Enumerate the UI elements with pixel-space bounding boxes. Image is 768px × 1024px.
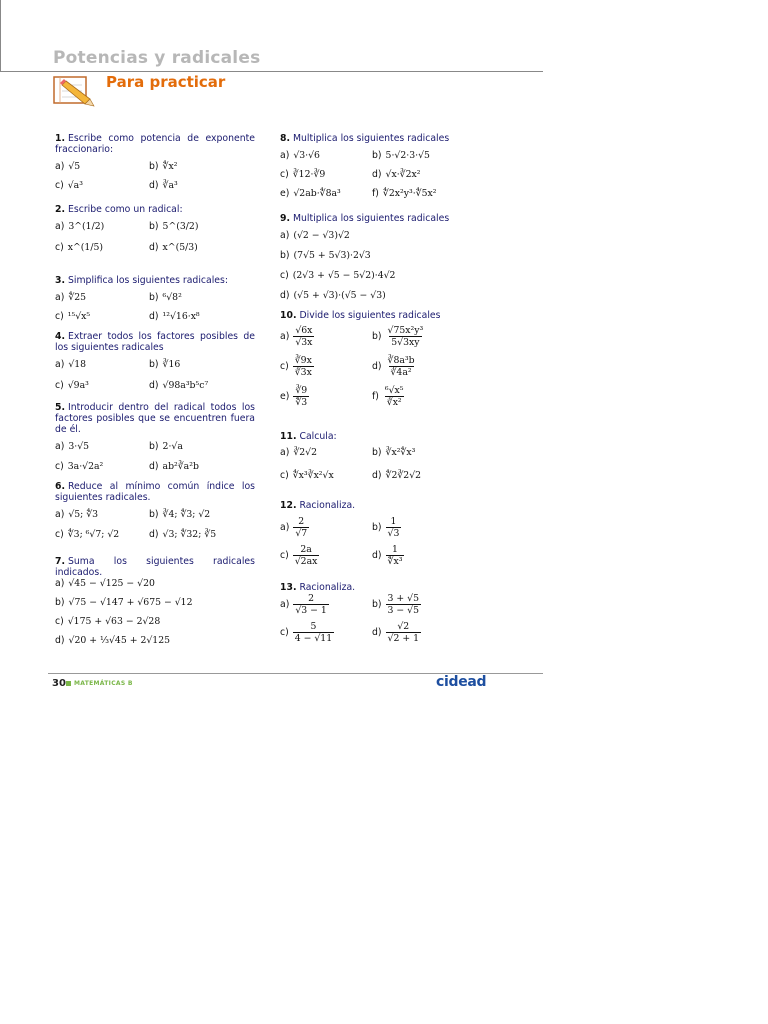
math-expression: ∜2x²y³·∜5x²: [382, 188, 437, 199]
math-expression: ∛x²∜x³: [385, 447, 416, 458]
exercise-item: [149, 242, 198, 253]
exercise-heading: [55, 556, 255, 578]
item-label: c): [55, 529, 64, 540]
exercise-instruction: Calcula:: [299, 431, 337, 442]
item-label: c): [55, 311, 64, 322]
exercise-item: [372, 169, 420, 180]
exercise-items: [55, 161, 255, 199]
item-label: a): [280, 150, 290, 161]
exercise-heading: [55, 275, 255, 286]
fraction-denominator: ∛3x: [294, 367, 312, 378]
exercise-item: [280, 470, 334, 481]
exercise-heading: [55, 402, 255, 435]
exercise: [55, 331, 255, 401]
exercise-instruction: Racionaliza.: [299, 582, 356, 593]
math-expression: ∜3; ⁶√7; √2: [67, 529, 120, 540]
math-expression: √45 − √125 − √20: [68, 578, 155, 589]
exercise-instruction: Reduce al mínimo común índice los siguientes radicales.: [55, 481, 255, 503]
exercise-heading: [55, 331, 255, 353]
exercise-instruction: Divide los siguientes radicales: [299, 310, 441, 321]
exercise-item: [55, 242, 103, 253]
exercise-instruction: Extraer todos los factores posibles de los siguientes radicales: [55, 331, 255, 353]
math-expression: [386, 355, 417, 378]
math-expression: 3^(1/2): [68, 221, 105, 232]
fraction-denominator: ∜3: [295, 397, 308, 408]
math-expression: (7√5 + 5√3)·2√3: [293, 250, 371, 261]
exercise-item: [149, 292, 182, 303]
math-expression: ab²∛a²b: [162, 461, 199, 472]
exercise-instruction: Suma los siguientes radicales indicados.: [55, 556, 255, 578]
exercise-item: [55, 441, 89, 452]
item-label: e): [280, 391, 290, 402]
exercise-heading: [280, 431, 475, 442]
exercise-item: [280, 544, 319, 567]
item-label: e): [280, 188, 290, 199]
exercise-number: 12.: [280, 500, 297, 511]
item-label: a): [55, 509, 65, 520]
exercise-items: [280, 516, 475, 572]
footer-brand: MATEMÁTICAS B: [74, 680, 133, 687]
exercise-instruction: Racionaliza.: [299, 500, 356, 511]
exercise-item: [149, 529, 216, 540]
exercise-heading: [55, 204, 255, 215]
math-expression: ∛2√2: [293, 447, 318, 458]
math-expression: [293, 385, 309, 408]
fraction-denominator: √3 − 1: [295, 605, 327, 616]
exercise-item: [149, 221, 198, 232]
exercise-number: 10.: [280, 310, 297, 321]
exercise-number: 4.: [55, 331, 66, 342]
math-expression: √18: [68, 359, 87, 370]
fraction-numerator: √2: [397, 621, 410, 632]
exercise: [280, 582, 475, 649]
math-expression: (2√3 + √5 − 5√2)·4√2: [292, 270, 396, 281]
exercise-items: [55, 578, 255, 654]
exercise-item: [280, 593, 329, 616]
exercise-number: 13.: [280, 582, 297, 593]
exercise: [55, 402, 255, 481]
math-expression: ∛4; ∜3; √2: [162, 509, 211, 520]
fraction-numerator: 2: [308, 593, 315, 604]
exercise: [280, 431, 475, 493]
exercise-items: [55, 221, 255, 263]
fraction-numerator: √6x: [295, 325, 313, 336]
fraction-denominator: ∛x²: [386, 397, 402, 408]
item-label: c): [55, 461, 64, 472]
exercise-heading: [55, 133, 255, 155]
exercise-item: [280, 447, 317, 458]
exercise-item: [280, 325, 314, 348]
exercise-item: [280, 150, 320, 161]
exercise-item: [149, 359, 180, 370]
math-expression: √75 − √147 + √675 − √12: [68, 597, 193, 608]
exercise-item: [280, 250, 371, 261]
exercise-item: [149, 311, 200, 322]
exercise-items: [55, 441, 255, 481]
exercise-item: [149, 180, 178, 191]
fraction-numerator: √75x²y³: [387, 325, 424, 336]
item-label: d): [149, 311, 159, 322]
exercise-item: [55, 292, 86, 303]
math-expression: ¹⁵√x⁵: [67, 311, 91, 322]
exercise-item: [55, 597, 192, 608]
item-label: a): [55, 292, 65, 303]
math-expression: 3·√5: [68, 441, 90, 452]
math-expression: [386, 325, 426, 348]
exercise-item: [372, 385, 406, 408]
exercise-instruction: Multiplica los siguientes radicales: [293, 213, 450, 224]
exercise-item: [149, 509, 210, 520]
exercise-heading: [55, 481, 255, 503]
exercise-item: [372, 355, 417, 378]
page-number: 30: [52, 678, 66, 689]
item-label: d): [55, 635, 65, 646]
exercise-item: [372, 188, 436, 199]
math-expression: x^(5/3): [162, 242, 198, 253]
fraction-numerator: ∛9: [295, 385, 308, 396]
exercise-item: [372, 516, 401, 539]
item-label: b): [372, 522, 382, 533]
item-label: d): [372, 361, 382, 372]
exercise-instruction: Introducir dentro del radical todos los factores posibles que se encuentren fuera de él.: [55, 402, 255, 435]
math-expression: √175 + √63 − 2√28: [67, 616, 161, 627]
math-expression: x^(1/5): [67, 242, 103, 253]
fraction-denominator: ∛4a²: [390, 367, 412, 378]
item-label: d): [372, 627, 382, 638]
item-label: b): [55, 597, 65, 608]
item-label: b): [149, 161, 159, 172]
exercise-item: [372, 150, 430, 161]
exercise-item: [280, 169, 325, 180]
item-label: c): [280, 627, 289, 638]
item-label: c): [55, 616, 64, 627]
math-expression: ∛12·∛9: [292, 169, 326, 180]
exercise-item: [55, 578, 155, 589]
fraction-denominator: √7: [295, 528, 308, 539]
math-expression: [383, 385, 406, 408]
exercise-item: [372, 621, 421, 644]
exercise-item: [372, 544, 404, 567]
math-expression: [386, 621, 421, 644]
item-label: c): [55, 242, 64, 253]
exercise-item: [149, 161, 177, 172]
exercise: [280, 133, 475, 207]
item-label: c): [280, 169, 289, 180]
fraction-numerator: ⁶√x⁵: [384, 385, 404, 396]
exercise-item: [280, 188, 341, 199]
item-label: d): [149, 380, 159, 391]
math-expression: ∜x²: [162, 161, 178, 172]
math-expression: ∜x³∛x²√x: [292, 470, 334, 481]
item-label: a): [280, 230, 290, 241]
fraction-numerator: ∛8a³b: [387, 355, 415, 366]
math-expression: √5: [68, 161, 81, 172]
fraction-denominator: √3: [387, 528, 400, 539]
math-expression: ∛a³: [162, 180, 178, 191]
exercise-item: [372, 447, 415, 458]
exercise-number: 1.: [55, 133, 66, 144]
math-expression: 3a·√2a²: [67, 461, 104, 472]
exercise-item: [55, 635, 170, 646]
footer-bullet: [66, 681, 71, 686]
exercise: [55, 556, 255, 654]
exercise-item: [55, 311, 90, 322]
exercise-items: [280, 447, 475, 493]
exercise-number: 2.: [55, 204, 66, 215]
exercise-number: 6.: [55, 481, 66, 492]
math-expression: ⁶√8²: [162, 292, 182, 303]
exercise-heading: [280, 500, 475, 511]
exercise-instruction: Simplifica los siguientes radicales:: [68, 275, 228, 286]
item-label: c): [55, 180, 64, 191]
exercise-instruction: Escribe como un radical:: [68, 204, 183, 215]
exercise-item: [55, 529, 119, 540]
fraction-denominator: √2ax: [294, 556, 318, 567]
exercise-item: [149, 441, 183, 452]
math-expression: √2ab·∜8a³: [293, 188, 341, 199]
exercise-item: [280, 385, 309, 408]
exercise: [55, 204, 255, 263]
item-label: d): [372, 550, 382, 561]
item-label: a): [280, 522, 290, 533]
exercise-instruction: Multiplica los siguientes radicales: [293, 133, 450, 144]
item-label: b): [149, 359, 159, 370]
exercise-items: [280, 593, 475, 649]
exercise-items: [55, 359, 255, 401]
fraction-numerator: 2: [298, 516, 305, 527]
exercise-item: [55, 616, 160, 627]
item-label: a): [280, 447, 290, 458]
math-expression: √98a³b⁵c⁷: [162, 380, 209, 391]
fraction-numerator: ∛9x: [294, 355, 312, 366]
item-label: a): [55, 578, 65, 589]
math-expression: [293, 593, 328, 616]
exercise-instruction: Escribe como potencia de exponente fraccionario:: [55, 133, 255, 155]
math-expression: √20 + ⅓√45 + 2√125: [68, 635, 171, 646]
item-label: c): [280, 470, 289, 481]
item-label: c): [280, 361, 289, 372]
exercise-items: [280, 325, 475, 415]
section-title: Para practicar: [106, 73, 226, 91]
item-label: b): [149, 441, 159, 452]
math-expression: [293, 325, 314, 348]
exercise: [280, 500, 475, 572]
item-label: b): [149, 509, 159, 520]
exercise-item: [55, 221, 104, 232]
item-label: d): [149, 242, 159, 253]
exercise-item: [55, 161, 80, 172]
item-label: b): [149, 221, 159, 232]
exercise-item: [280, 621, 334, 644]
exercise-item: [55, 359, 86, 370]
exercise-item: [372, 470, 421, 481]
frame-left-border: [0, 0, 1, 72]
item-label: b): [372, 150, 382, 161]
exercise-item: [55, 509, 98, 520]
math-expression: [293, 516, 309, 539]
exercise-item: [149, 461, 199, 472]
fraction-denominator: 5√3xy: [391, 337, 420, 348]
math-expression: (√5 + √3)·(√5 − √3): [293, 290, 386, 301]
exercise-items: [280, 230, 475, 310]
item-label: b): [372, 331, 382, 342]
exercise: [55, 481, 255, 549]
fraction-numerator: 1: [390, 516, 397, 527]
fraction-denominator: √2 + 1: [387, 633, 419, 644]
item-label: b): [280, 250, 290, 261]
exercise-item: [280, 230, 350, 241]
item-label: a): [55, 441, 65, 452]
math-expression: ∛16: [162, 359, 181, 370]
item-label: d): [149, 180, 159, 191]
math-expression: √x·∛2x²: [385, 169, 421, 180]
item-label: a): [55, 359, 65, 370]
exercise-item: [55, 380, 89, 391]
fraction-numerator: 5: [310, 621, 317, 632]
fraction-denominator: 4 − √11: [294, 633, 333, 644]
math-expression: [293, 355, 314, 378]
exercise-item: [149, 380, 208, 391]
item-label: d): [280, 290, 290, 301]
exercise-item: [55, 180, 83, 191]
cidead-logo: cidead: [436, 674, 487, 690]
item-label: a): [280, 331, 290, 342]
pencil-notepad-icon: [52, 73, 98, 107]
item-label: d): [149, 461, 159, 472]
math-expression: √5; ∜3: [68, 509, 99, 520]
item-label: c): [280, 550, 289, 561]
exercise: [55, 275, 255, 330]
exercise-number: 11.: [280, 431, 297, 442]
math-expression: ¹²√16·x⁸: [162, 311, 200, 322]
math-expression: [293, 544, 320, 567]
exercise-number: 3.: [55, 275, 66, 286]
exercise-heading: [280, 213, 475, 224]
item-label: a): [280, 599, 290, 610]
item-label: a): [55, 221, 65, 232]
math-expression: √3; ∜32; ∛5: [162, 529, 217, 540]
item-label: b): [372, 447, 382, 458]
item-label: b): [149, 292, 159, 303]
header-divider: [0, 71, 543, 72]
item-label: d): [372, 470, 382, 481]
item-label: c): [55, 380, 64, 391]
fraction-denominator: 3 − √5: [387, 605, 419, 616]
math-expression: 2·√a: [162, 441, 183, 452]
exercise-item: [372, 593, 421, 616]
item-label: d): [149, 529, 159, 540]
exercise-item: [280, 355, 314, 378]
math-expression: 5·√2·3·√5: [385, 150, 430, 161]
math-expression: [386, 593, 421, 616]
exercise: [280, 310, 475, 415]
math-expression: √3·√6: [293, 150, 320, 161]
exercise: [55, 133, 255, 199]
exercise-number: 7.: [55, 556, 66, 567]
math-expression: 5^(3/2): [162, 221, 199, 232]
exercise-heading: [280, 310, 475, 321]
math-expression: (√2 − √3)√2: [293, 230, 350, 241]
item-label: a): [55, 161, 65, 172]
exercise: [280, 213, 475, 310]
exercise-number: 5.: [55, 402, 66, 413]
exercise-item: [280, 290, 386, 301]
fraction-numerator: 2a: [300, 544, 312, 555]
math-expression: √9a³: [67, 380, 89, 391]
exercise-items: [55, 509, 255, 549]
item-label: c): [280, 270, 289, 281]
math-expression: [386, 516, 402, 539]
item-label: f): [372, 188, 379, 199]
fraction-numerator: 3 + √5: [387, 593, 419, 604]
exercise-item: [280, 270, 395, 281]
math-expression: ∜2∛2√2: [385, 470, 422, 481]
exercise-number: 8.: [280, 133, 291, 144]
exercise-heading: [280, 582, 475, 593]
item-label: d): [372, 169, 382, 180]
exercise-number: 9.: [280, 213, 291, 224]
item-label: f): [372, 391, 379, 402]
exercise-items: [280, 150, 475, 207]
math-expression: √a³: [67, 180, 83, 191]
fraction-denominator: ∜x³: [387, 556, 403, 567]
exercise-heading: [280, 133, 475, 144]
exercise-items: [55, 292, 255, 330]
exercise-item: [280, 516, 309, 539]
item-label: b): [372, 599, 382, 610]
math-expression: [386, 544, 405, 567]
chapter-title: Potencias y radicales: [53, 48, 261, 68]
fraction-denominator: √3x: [295, 337, 313, 348]
exercise-item: [55, 461, 103, 472]
math-expression: ∜25: [68, 292, 87, 303]
fraction-numerator: 1: [392, 544, 398, 555]
math-expression: [293, 621, 334, 644]
exercise-item: [372, 325, 425, 348]
